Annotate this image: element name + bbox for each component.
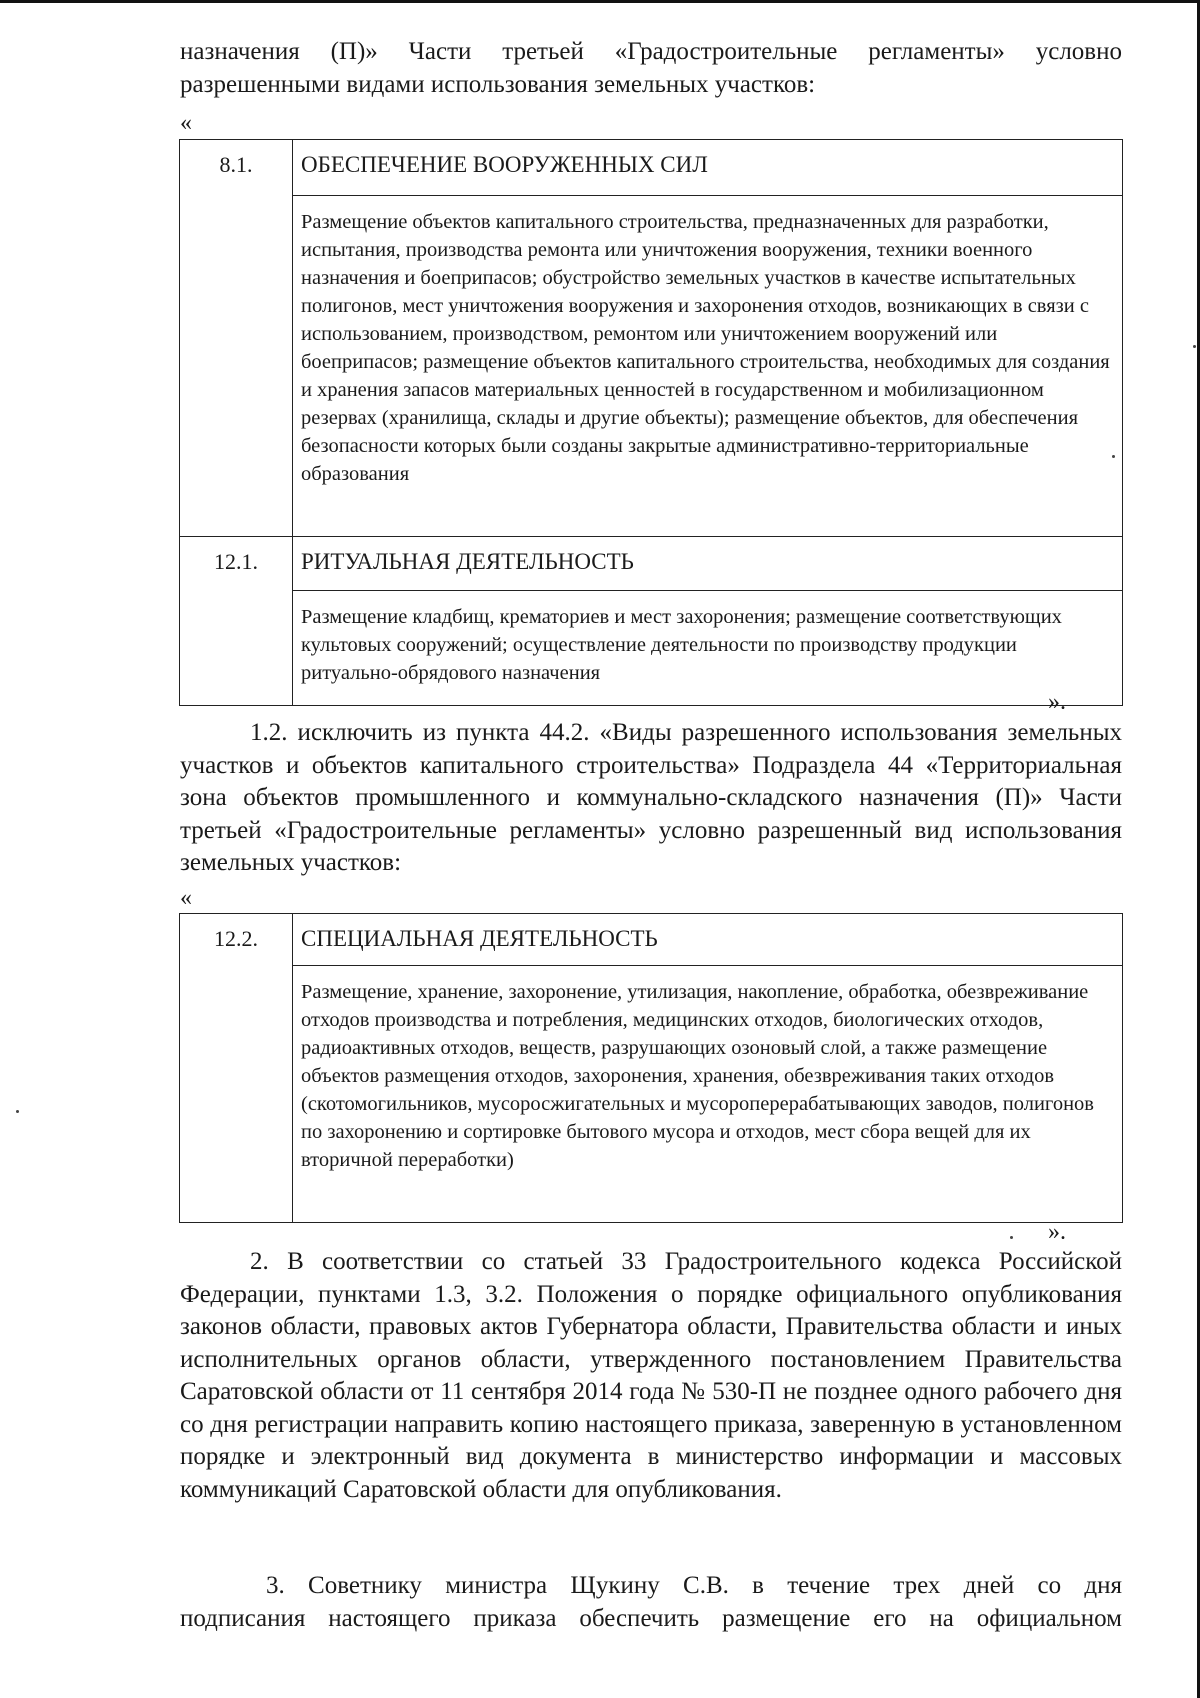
table-row [180,590,1123,705]
scan-speck [1193,345,1196,348]
quote-open-2: « [180,885,192,911]
quote-close-2: ». [1048,1219,1066,1245]
paragraph-continuation-line-1: назначения (П)» Части третьей «Градостроительные регламенты» условно [180,38,1122,65]
table-row [180,537,1123,591]
paragraph-3-line-2: подписания настоящего приказа обеспечить размещение его на официальном [180,1605,1122,1632]
row-description: Размещение кладбищ, крематориев и мест захоронения; размещение соответствующих культовых сооружений; осуществление деятельности по производству продукции ритуально-обрядового назначения [293,590,1123,705]
paragraph-2: 2. В соответствии со статьей 33 Градостроительного кодекса Российской Федерации, пунктами 1.3, 3.2. Положения о порядке официального опубликования законов области, правовых актов Губернатора области, Правительства области и иных исполнительных органов области, утвержденного постановлением Правительства Саратовской области от 11 сентября 2014 года № 530-П не позднее одного рабочего дня со дня регистрации направить копию настоящего приказа, заверенную в установленном порядке и электронный вид документа в министерство информации и массовых коммуникаций Саратовской области для опубликования. [180,1248,1122,1503]
scan-speck [1010,1236,1013,1239]
land-use-table-2 [179,913,1123,1223]
scan-speck [1112,455,1115,458]
row-title: ОБЕСПЕЧЕНИЕ ВООРУЖЕННЫХ СИЛ [293,140,1123,196]
land-use-table-1 [179,139,1123,706]
row-title: РИТУАЛЬНАЯ ДЕЯТЕЛЬНОСТЬ [293,537,1123,591]
paragraph-3-line-1: 3. Советнику министра Щукину С.В. в течение трех дней со дня [266,1572,1122,1599]
table-row [180,965,1123,1222]
row-description: Размещение, хранение, захоронение, утилизация, накопление, обработка, обезвреживание отходов производства и потребления, медицинских отходов, биологических отходов, радиоактивных отходов, веществ, разрушающих озоновый слой, а также размещение объектов размещения отходов, захоронения, хранения, обезвреживания таких отходов (скотомогильников, мусоросжигательных и мусороперерабатывающих заводов, полигонов по захоронению и сортировке бытового мусора и отходов, мест сбора вещей для их вторичной переработки) [293,965,1123,1222]
scan-border-top [0,0,1200,3]
quote-close-1: ». [1048,689,1066,715]
row-number: 12.2. [180,914,293,1223]
scan-speck [16,1110,19,1113]
quote-open-1: « [180,110,192,136]
row-number: 12.1. [180,537,293,706]
table-row [180,914,1123,966]
table-row [180,140,1123,196]
row-description: Размещение объектов капитального строительства, предназначенных для разработки, испытания, производства ремонта или уничтожения вооружения, техники военного назначения и боеприпасов; обустройство земельных участков в качестве испытательных полигонов, мест уничтожения вооружения и захоронения отходов, возникающих в связи с использованием, производством, ремонтом или уничтожением вооружений или боеприпасов; размещение объектов капитального строительства, необходимых для создания и хранения запасов материальных ценностей в государственном и мобилизационном резервах (хранилища, склады и другие объекты); размещение объектов, для обеспечения безопасности которых были созданы закрытые административно-территориальные образования [293,195,1123,536]
row-number: 8.1. [180,140,293,537]
paragraph-continuation-line-2: разрешенными видами использования земельных участков: [180,71,816,98]
table-row [180,195,1123,536]
paragraph-1-2: 1.2. исключить из пункта 44.2. «Виды разрешенного использования земельных участков и объектов капитального строительства» Подраздела 44 «Территориальная зона объектов промышленного и коммунально-складского назначения (П)» Части третьей «Градостроительные регламенты» условно разрешенный вид использования земельных участков: [180,719,1122,876]
row-title: СПЕЦИАЛЬНАЯ ДЕЯТЕЛЬНОСТЬ [293,914,1123,966]
